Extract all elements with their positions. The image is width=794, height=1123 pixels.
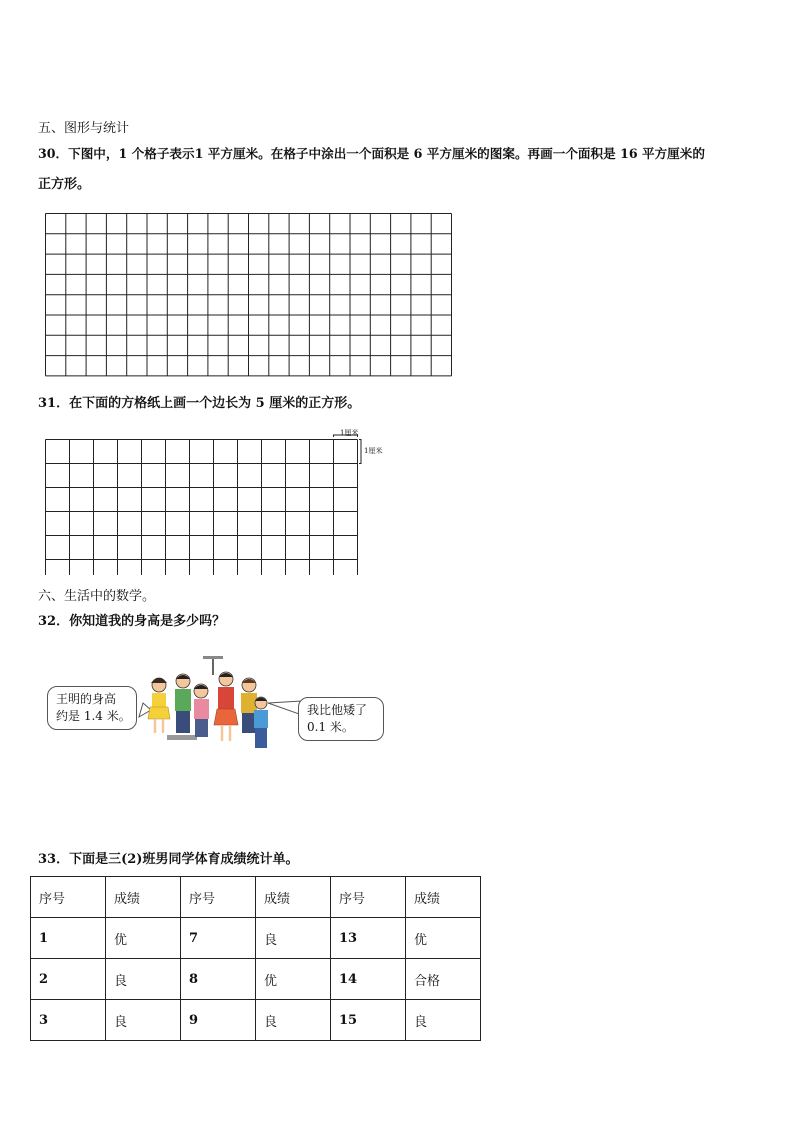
table-cell: 1 bbox=[31, 918, 106, 959]
header-cell: 序号 bbox=[31, 877, 106, 918]
table-cell: 14 bbox=[331, 959, 406, 1000]
speech-bubble-left bbox=[47, 686, 137, 730]
height-bracket bbox=[359, 440, 361, 464]
children-illustration bbox=[137, 655, 277, 755]
question-32-text: 32．你知道我的身高是多少吗？ bbox=[38, 614, 226, 629]
bubble-left-line1: 王明的身高 bbox=[56, 692, 117, 706]
question-30-text-line1: 30．下图中，1 个格子表示1 平方厘米。在格子中涂出一个面积是 6 平方厘米的图案。再画一个面积是 16 平方厘米的 bbox=[38, 146, 705, 161]
table-cell: 良 bbox=[406, 1000, 481, 1041]
header-cell: 成绩 bbox=[256, 877, 331, 918]
question-30-text-line2: 正方形。 bbox=[38, 177, 91, 192]
table-row bbox=[31, 959, 481, 1000]
table-cell: 3 bbox=[31, 1000, 106, 1041]
bubble-right-line2: 0.1 米。 bbox=[307, 720, 354, 734]
section-heading-5: 五、图形与统计 bbox=[38, 121, 130, 136]
section-heading-6: 六、生活中的数学。 bbox=[38, 589, 156, 604]
question-33-text: 33．下面是三(2)班男同学体育成绩统计单。 bbox=[38, 852, 299, 867]
table-row bbox=[31, 918, 481, 959]
bubble-right-tail bbox=[262, 693, 302, 723]
table-cell: 8 bbox=[181, 959, 256, 1000]
unit-width-label: 1厘米 bbox=[340, 429, 359, 437]
table-cell: 7 bbox=[181, 918, 256, 959]
table-row bbox=[31, 1000, 481, 1041]
table-cell: 15 bbox=[331, 1000, 406, 1041]
table-cell: 良 bbox=[106, 959, 181, 1000]
table-cell: 优 bbox=[106, 918, 181, 959]
header-cell: 成绩 bbox=[106, 877, 181, 918]
table-cell: 9 bbox=[181, 1000, 256, 1041]
table-cell: 良 bbox=[256, 1000, 331, 1041]
question-31-grid[interactable] bbox=[45, 427, 390, 575]
speech-bubble-right bbox=[298, 697, 384, 741]
bubble-right-line1: 我比他矮了 bbox=[307, 703, 368, 717]
header-cell: 序号 bbox=[331, 877, 406, 918]
unit-height-label: 1厘米 bbox=[364, 447, 383, 455]
table-cell: 2 bbox=[31, 959, 106, 1000]
table-cell: 良 bbox=[256, 918, 331, 959]
question-30-grid[interactable] bbox=[45, 213, 454, 378]
table-cell: 优 bbox=[256, 959, 331, 1000]
table-cell: 合格 bbox=[406, 959, 481, 1000]
header-cell: 成绩 bbox=[406, 877, 481, 918]
table-cell: 良 bbox=[106, 1000, 181, 1041]
grid-31-svg[interactable] bbox=[45, 427, 390, 575]
header-cell: 序号 bbox=[181, 877, 256, 918]
table-cell: 13 bbox=[331, 918, 406, 959]
grid-30-svg[interactable] bbox=[45, 213, 454, 378]
table-header-row bbox=[31, 877, 481, 918]
table-cell: 优 bbox=[406, 918, 481, 959]
question-31-text: 31．在下面的方格纸上画一个边长为 5 厘米的正方形。 bbox=[38, 396, 361, 411]
score-table bbox=[30, 876, 481, 1041]
bubble-left-line2: 约是 1.4 米。 bbox=[56, 709, 131, 723]
